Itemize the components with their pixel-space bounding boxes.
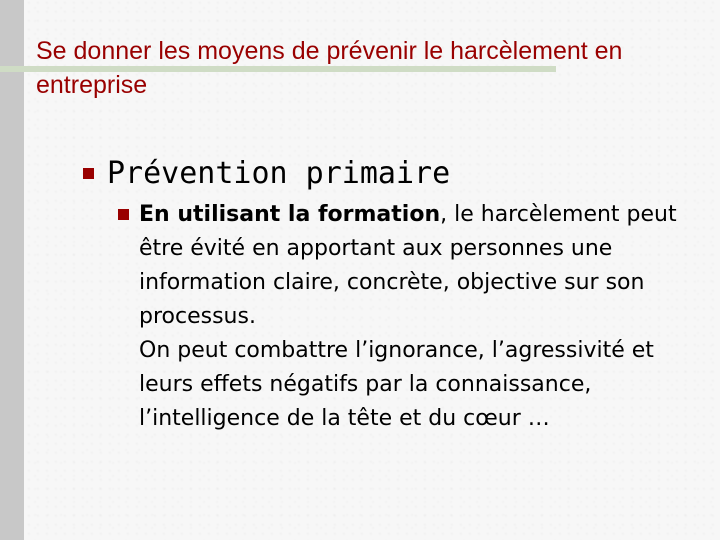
slide-title: Se donner les moyens de prévenir le harcèlement en entreprise: [36, 37, 623, 99]
bullet-level2-second-paragraph: On peut combattre l’ignorance, l’agressivité et leurs effets négatifs par la connaissance, l’intelligence de la tête et du cœur …: [139, 338, 654, 431]
bullet-level2-block: [139, 198, 711, 436]
bullet-level2-lead-rest: , le harcèlement peut être évité en apportant aux personnes une information claire, concrète, objective sur son processus.: [139, 202, 677, 329]
bullet-level1-text: Prévention primaire: [107, 156, 451, 191]
bullet-square-icon: [83, 168, 94, 179]
bullet-level2-bold-lead: En utilisant la formation: [139, 202, 441, 227]
bullet-square-icon: [118, 209, 129, 220]
left-decorative-bar: [0, 0, 24, 540]
bullet-level2-paragraph: [139, 198, 711, 334]
